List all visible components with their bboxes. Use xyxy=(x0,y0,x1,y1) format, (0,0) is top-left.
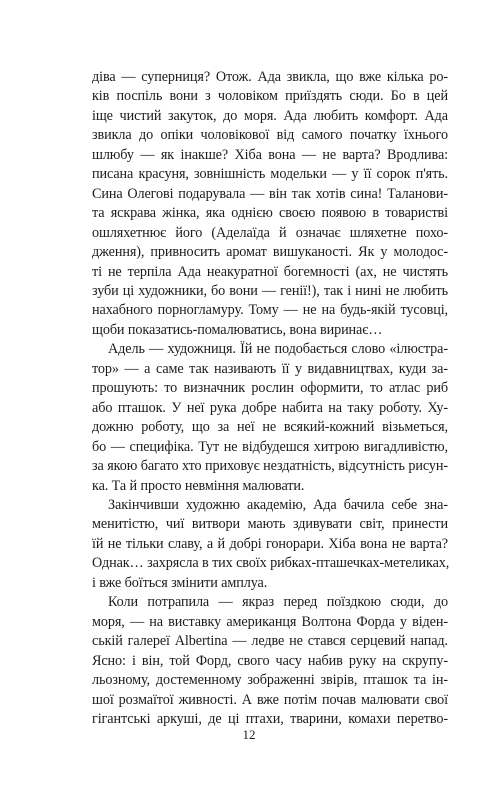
text-line: прошують: то визначник рослин оформити, то атлас риб xyxy=(92,380,448,397)
text-line: Закінчивши художню академію, Ада бачила себе зна- xyxy=(108,496,448,513)
text-line: і вже боїться змінити амплуа. xyxy=(92,574,268,591)
text-line: льозному, достеменному зображенні звірів, пташок та ін- xyxy=(92,672,448,689)
text-line: моря, — на виставку американця Волтона Форда у віден- xyxy=(92,613,448,630)
text-line: щоби показатись-помалюватись, вона виринає… xyxy=(92,321,383,338)
text-line: Сина Олегові подарувала — він так хотів сина! Таланови- xyxy=(92,185,448,202)
text-line: ській галереї Albertina — ледве не стався серцевий напад. xyxy=(92,633,448,650)
text-line: бо — специфіка. Тут не відбудешся хитрою вигадливістю, xyxy=(92,438,448,455)
text-line: ків поспіль вони з чоловіком приїздять сюди. Бо в цей xyxy=(92,88,448,105)
text-line: та яскрава жінка, яка однією своєю появою в товаристві xyxy=(92,205,448,222)
paragraph-2 xyxy=(92,340,448,496)
text-line: ошляхетнює його (Аделаїда й означає шляхетне похо- xyxy=(92,224,448,241)
text-line: їй не тільки славу, а й добрі гонорари. Хіба вона не варта? xyxy=(92,535,448,552)
text-line: за якою багато хто приховує нездатність, відсутність рисун- xyxy=(92,458,448,475)
text-line: Адель — художниця. Їй не подобається слово «ілюстра- xyxy=(108,341,448,358)
paragraph-1 xyxy=(92,68,448,340)
text-line: писана красуня, зовнішність модельки — у її сорок п'ять. xyxy=(92,166,448,183)
text-line: менитістю, чиї витвори мають здивувати світ, принести xyxy=(92,516,448,533)
paragraph-3 xyxy=(92,496,448,593)
page-number: 12 xyxy=(242,727,256,742)
text-line: Однак… захрясла в тих своїх рибках-пташечках-метеликах, xyxy=(92,555,450,572)
text-line: Ясно: і він, той Форд, свого часу набив руку на скрупу- xyxy=(92,652,448,669)
text-line: або пташок. У неї рука добре набита на таку роботу. Ху- xyxy=(92,399,448,416)
text-line: Коли потрапила — якраз перед поїздкою сюди, до xyxy=(108,594,448,611)
paragraph-4 xyxy=(92,593,448,729)
text-line: іще чистий закуток, до моря. Ада любить комфорт. Ада xyxy=(92,107,448,124)
text-line: ка. Та й просто невміння малювати. xyxy=(92,477,305,494)
text-line: звикла до опіки чоловікової від самого початку їхнього xyxy=(92,127,448,144)
text-line: шлюбу — як інакше? Хіба вона — не варта? Вродлива: xyxy=(92,146,448,163)
text-line: дження), привносить аромат вишуканості. Як у молодос- xyxy=(92,244,448,261)
text-line: дожню роботу, що за неї не всякий-кожний візьметься, xyxy=(92,419,448,436)
page-body xyxy=(92,68,448,729)
text-line: ті не терпіла Ада неакуратної богемності (ах, не чистять xyxy=(92,263,448,280)
text-line: шої розмаїтої живності. А вже потім почав малювати свої xyxy=(92,691,448,708)
text-line: гігантські аркуші, де ці птахи, тварини, комахи перетво- xyxy=(92,710,448,727)
text-line: зуби ці художники, бо вони — генії!), так і нині не любить xyxy=(92,282,448,299)
text-line: тор» — а саме так називають її у видавництвах, куди за- xyxy=(92,360,448,377)
text-line: діва — суперниця? Отож. Ада звикла, що вже кілька ро- xyxy=(92,69,448,85)
text-line: нахабного порногламуру. Тому — не на будь-якій тусовці, xyxy=(92,302,448,319)
